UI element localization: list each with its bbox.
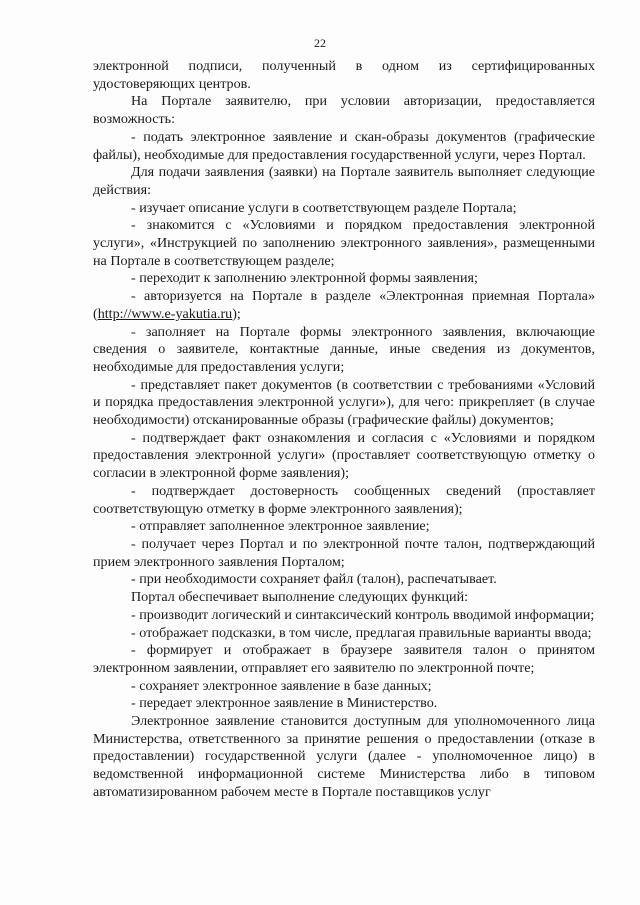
- list-item: - отправляет заполненное электронное заявление;: [131, 518, 430, 535]
- list-item: - изучает описание услуги в соответствующем разделе Портала;: [131, 199, 517, 216]
- paragraph: На Портале заявителю, при условии авторизации, предоставляется возможность:: [93, 93, 595, 128]
- list-item: - отображает подсказки, в том числе, предлагая правильные варианты ввода;: [131, 624, 592, 641]
- document-body: [93, 58, 595, 802]
- page-number: 22: [314, 36, 326, 50]
- list-item: - подтверждает достоверность сообщенных сведений (проставляет соответствующую отметку в форме электронного заявления);: [93, 482, 595, 517]
- list-item: - подать электронное заявление и скан-образы документов (графические файлы), необходимые для предоставления государственной услуги, через Портал.: [93, 128, 595, 163]
- list-item: - получает через Портал и по электронной почте талон, подтверждающий прием электронного заявления Порталом;: [93, 535, 595, 570]
- list-item: [93, 288, 595, 323]
- portal-link[interactable]: http://www.e-yakutia.ru: [97, 305, 233, 322]
- list-item: - производит логический и синтаксический контроль вводимой информации;: [131, 606, 595, 623]
- list-item: - сохраняет электронное заявление в базе данных;: [131, 677, 432, 694]
- link-open-paren: (: [93, 305, 98, 322]
- list-item: - знакомится с «Условиями и порядком предоставления электронной услуги», «Инструкцией по заполнению электронного заявления», размещенными на Портале в соответствующем разделе;: [93, 217, 595, 269]
- list-item: - передает электронное заявление в Министерство.: [131, 695, 438, 712]
- list-item: - переходит к заполнению электронной формы заявления;: [131, 270, 478, 287]
- link-close-paren: );: [232, 305, 241, 322]
- list-item: - при необходимости сохраняет файл (талон), распечатывает.: [131, 571, 497, 588]
- list-item: - подтверждает факт ознакомления и согласия с «Условиями и порядком предоставления электронной услуги» (проставляет соответствующую отметку о согласии в электронной форме заявления);: [93, 429, 595, 482]
- list-item-text: - авторизуется на Портале в разделе «Электронная приемная Портала»: [131, 288, 595, 305]
- list-item: - формирует и отображает в браузере заявителя талон о принятом электронном заявлении, отправляет его заявителю по электронной почте;: [93, 642, 595, 676]
- list-item: - заполняет на Портале формы электронного заявления, включающие сведения о заявителе, контактные данные, иные сведения из документов, необходимые для предоставления услуги;: [93, 323, 595, 375]
- paragraph: электронной подписи, полученный в одном из сертифицированных удостоверяющих центров.: [93, 58, 595, 92]
- paragraph: Портал обеспечивает выполнение следующих функций:: [131, 589, 469, 606]
- list-item: - представляет пакет документов (в соответствии с требованиями «Условий и порядка предоставления электронной услуги»), для чего: прикрепляет (в случае необходимости) отсканированные образы (графические файлы) документов;: [93, 376, 595, 429]
- paragraph: Для подачи заявления (заявки) на Портале заявитель выполняет следующие действия:: [93, 164, 595, 198]
- paragraph: Электронное заявление становится доступным для уполномоченного лица Министерства, ответственного за принятие решения о предоставлении (отказе в предоставлении) государственной услуги (далее - уполномоченное лицо) в ведомственной информационной системе Министерства либо в типовом автоматизированном рабочем месте в Портале поставщиков услуг: [93, 713, 595, 800]
